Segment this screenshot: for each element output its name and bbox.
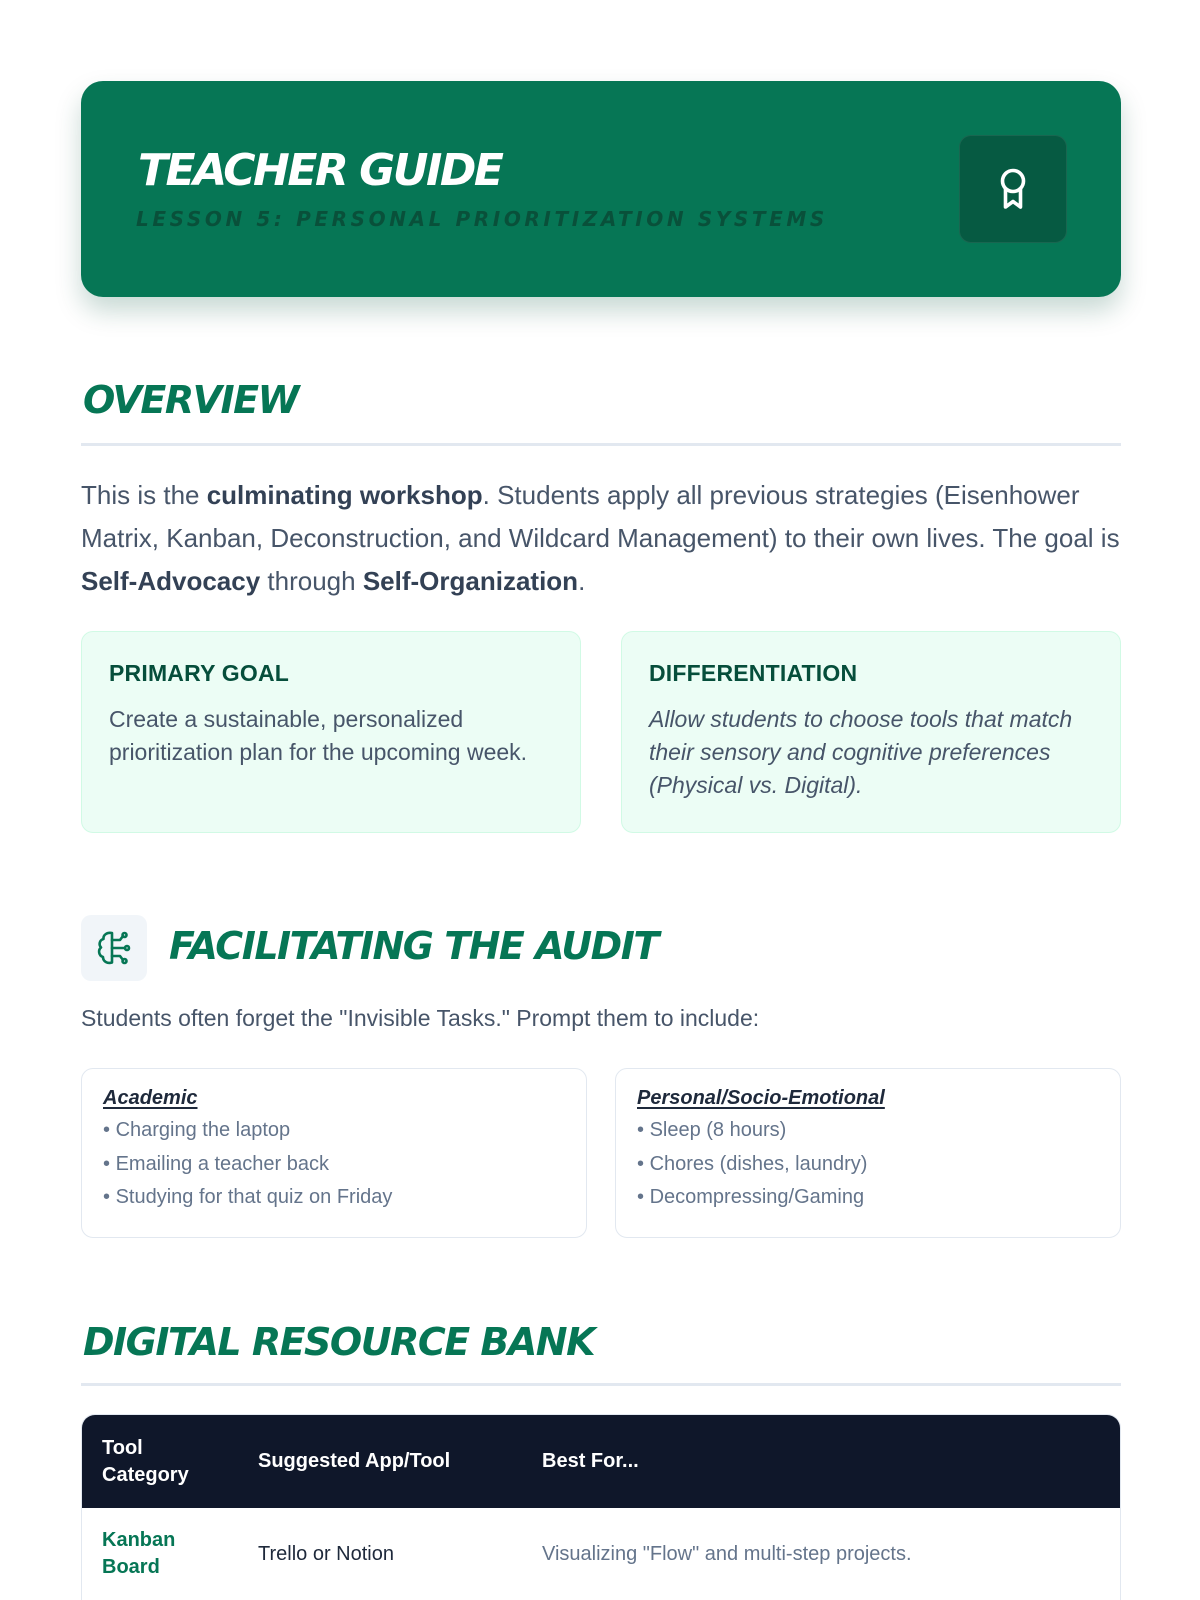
- academic-card: [81, 1068, 587, 1238]
- page-subtitle: LESSON 5: PERSONAL PRIORITIZATION SYSTEMS: [136, 207, 828, 231]
- brain-icon-box: [81, 915, 147, 981]
- resource-table: [81, 1414, 1121, 1600]
- award-badge: [959, 135, 1067, 243]
- page-title: TEACHER GUIDE: [138, 145, 502, 196]
- section-divider: [81, 1383, 1121, 1386]
- differentiation-card: [621, 631, 1121, 833]
- card-heading: Academic: [103, 1087, 198, 1109]
- task-list: [103, 1114, 565, 1215]
- audit-intro: Students often forget the "Invisible Tasks." Prompt them to include:: [81, 1005, 760, 1031]
- overview-heading: OVERVIEW: [83, 378, 298, 422]
- table-cell: Visualizing "Flow" and multi-step projects.: [542, 1542, 912, 1565]
- list-item: • Chores (dishes, laundry): [637, 1148, 1099, 1182]
- card-heading: Personal/Socio-Emotional: [637, 1087, 885, 1109]
- table-header-row: [82, 1415, 1120, 1508]
- column-header: Tool Category: [102, 1436, 189, 1486]
- personal-card: [615, 1068, 1121, 1238]
- list-item: • Sleep (8 hours): [637, 1114, 1099, 1148]
- card-label: DIFFERENTIATION: [649, 660, 858, 686]
- list-item: • Emailing a teacher back: [103, 1148, 565, 1182]
- primary-goal-card: [81, 631, 581, 833]
- task-list: [637, 1114, 1099, 1215]
- audit-heading: FACILITATING THE AUDIT: [169, 924, 658, 968]
- award-ribbon-icon: [993, 167, 1033, 211]
- table-row: [82, 1508, 1120, 1600]
- section-divider: [81, 443, 1121, 446]
- card-label: PRIMARY GOAL: [109, 660, 290, 686]
- column-header: Best For...: [542, 1450, 639, 1472]
- card-text: Create a sustainable, personalized prioritization plan for the upcoming week.: [109, 706, 528, 765]
- column-header: Suggested App/Tool: [258, 1450, 451, 1472]
- resource-bank-heading: DIGITAL RESOURCE BANK: [83, 1320, 595, 1364]
- list-item: • Studying for that quiz on Friday: [103, 1181, 565, 1215]
- table-cell: Kanban Board: [102, 1529, 176, 1578]
- card-text: Allow students to choose tools that match their sensory and cognitive preferences (Physical vs. Digital).: [649, 706, 1073, 798]
- brain-icon: [95, 929, 133, 967]
- header-banner: [81, 81, 1121, 297]
- overview-intro: This is the culminating workshop. Students apply all previous strategies (Eisenhower Matrix, Kanban, Deconstruction, and Wildcard Management) to their own lives. The goal is Self-Advocacy through Self-Organization.: [81, 480, 1120, 596]
- list-item: • Charging the laptop: [103, 1114, 565, 1148]
- list-item: • Decompressing/Gaming: [637, 1181, 1099, 1215]
- table-cell: Trello or Notion: [258, 1542, 394, 1565]
